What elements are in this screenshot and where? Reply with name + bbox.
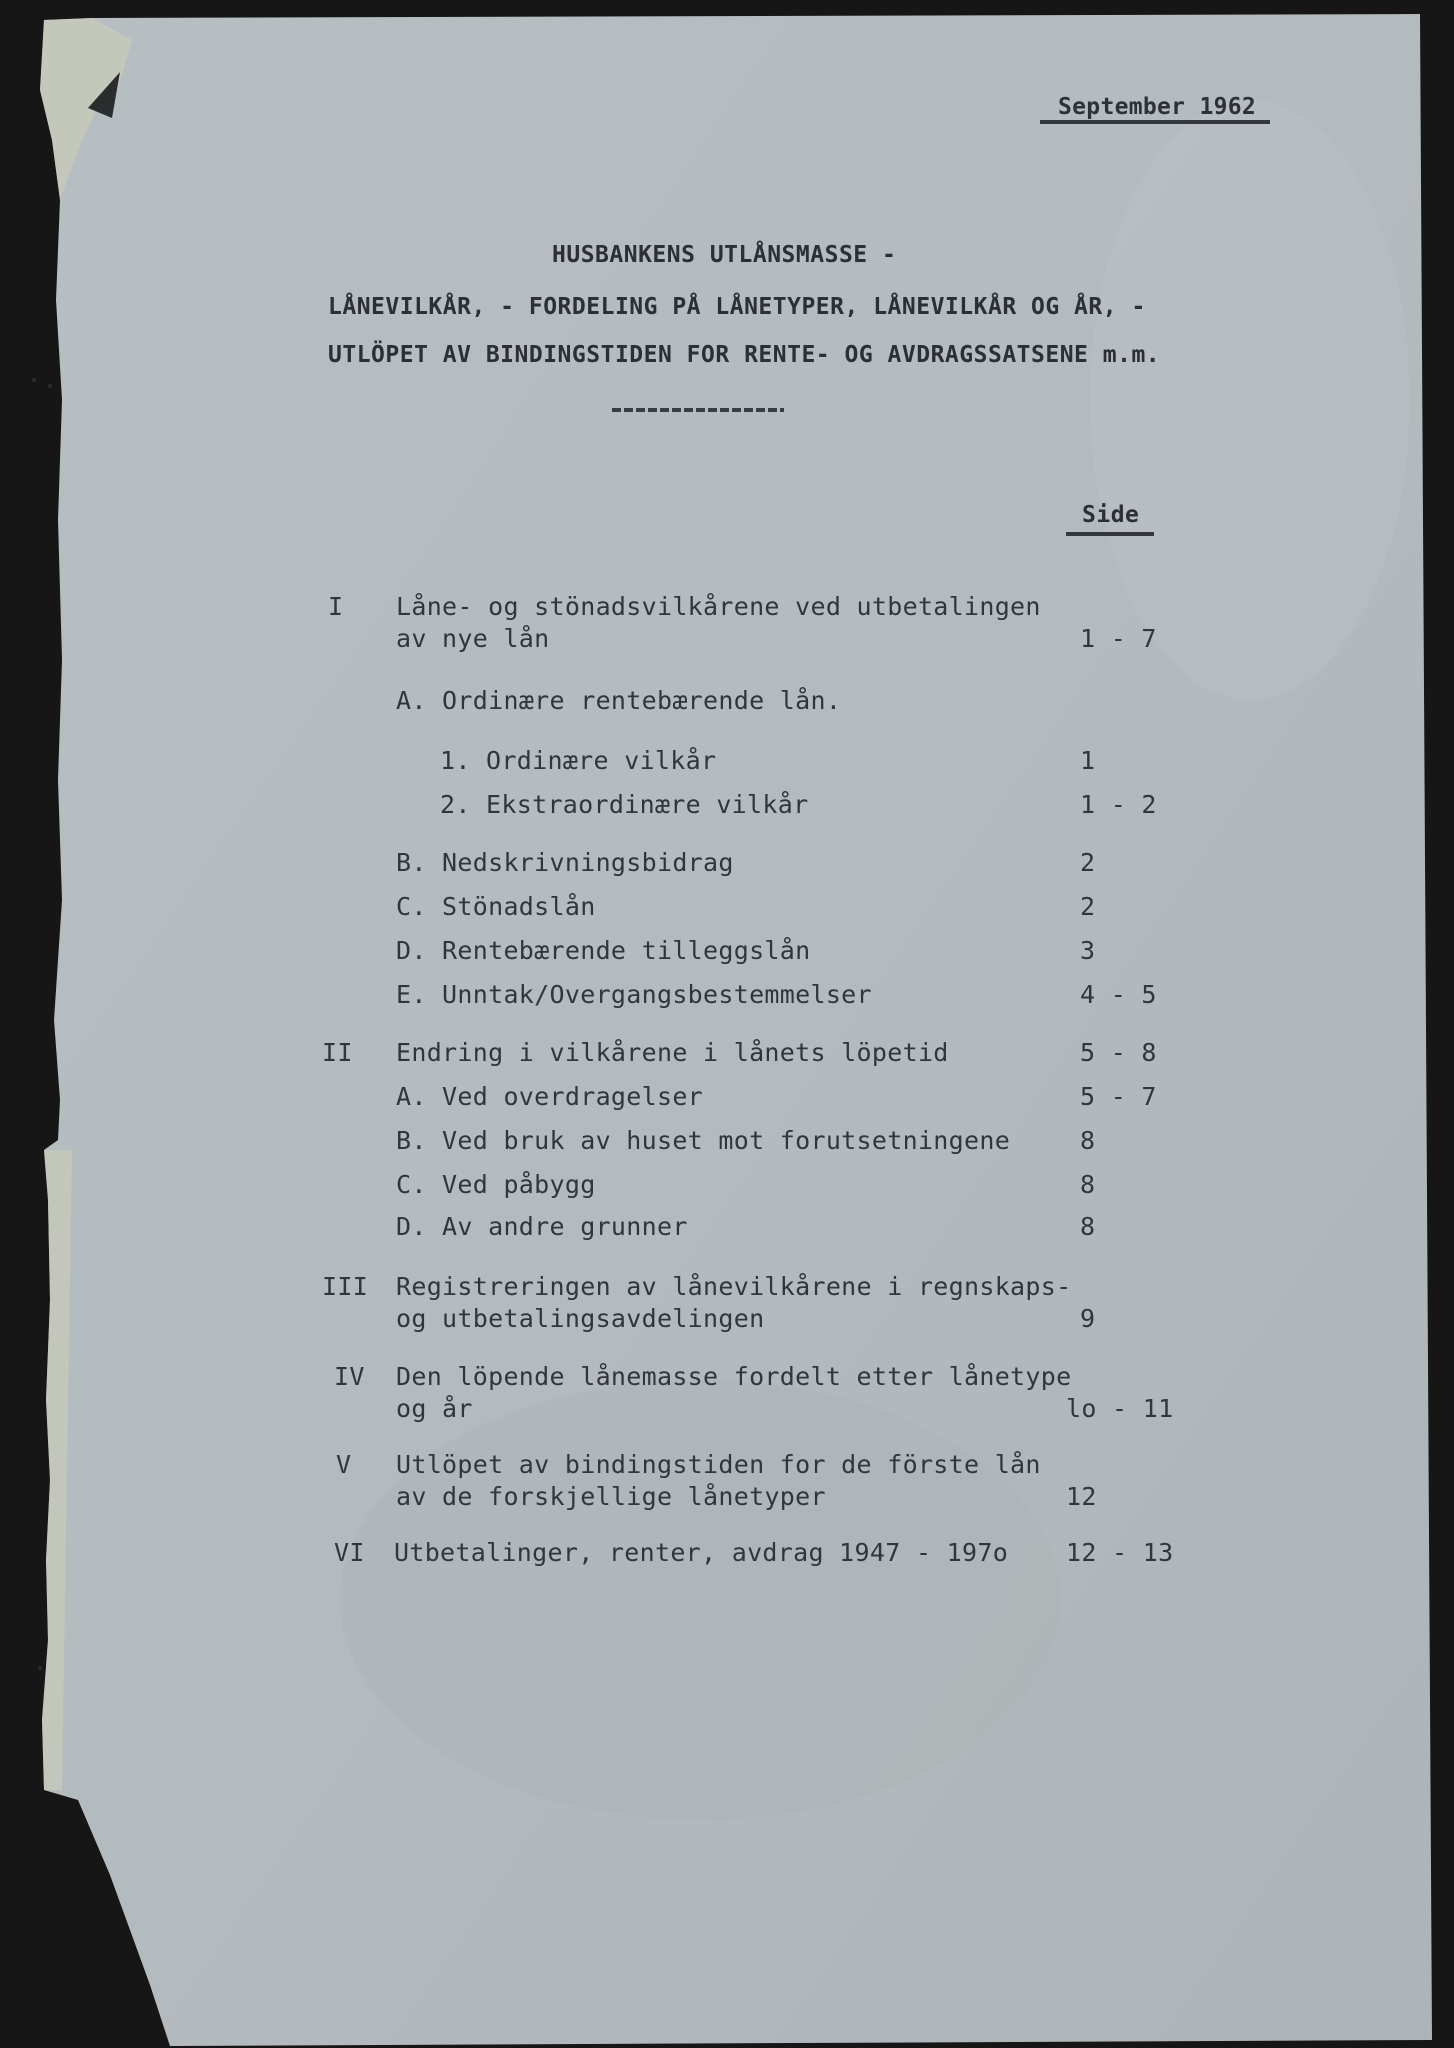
toc-page-range: 2: [1080, 848, 1096, 877]
margin-speck: [38, 1666, 42, 1670]
toc-subentry-label: A. Ved overdragelser: [396, 1082, 704, 1111]
toc-numeral: II: [322, 1038, 353, 1067]
toc-subentry-label: 2. Ekstraordinære vilkår: [440, 790, 809, 819]
margin-speck: [32, 378, 36, 382]
toc-entry-label: av de forskjellige lånetyper: [396, 1482, 826, 1511]
toc-page-range: 8: [1080, 1170, 1096, 1199]
toc-page-range: 2: [1080, 892, 1096, 921]
toc-entry-label: og år: [396, 1394, 473, 1423]
toc-entry-label: Låne- og stönadsvilkårene ved utbetalingen: [396, 592, 1041, 621]
toc-subentry-label: C. Ved påbygg: [396, 1170, 596, 1199]
toc-entry-label: Utlöpet av bindingstiden for de förste lån: [396, 1450, 1041, 1479]
paper-stain: [1090, 100, 1410, 700]
toc-numeral: I: [328, 592, 344, 621]
toc-subentry-label: A. Ordinære rentebærende lån.: [396, 686, 842, 715]
toc-entry-label: Den löpende lånemasse fordelt etter lånetype: [396, 1362, 1072, 1391]
toc-page-range: 1: [1080, 746, 1096, 775]
toc-entry-label: Endring i vilkårene i lånets löpetid: [396, 1038, 949, 1067]
toc-subentry-label: D. Av andre grunner: [396, 1212, 688, 1241]
toc-entry-label: av nye lån: [396, 624, 550, 653]
toc-page-range: 12: [1066, 1482, 1097, 1511]
title-line-3: UTLÖPET AV BINDINGSTIDEN FOR RENTE- OG AVDRAGSSATSENE m.m.: [328, 342, 1161, 368]
document-date: September 1962: [1058, 94, 1257, 120]
toc-entry-label: Utbetalinger, renter, avdrag 1947 - 197o: [394, 1538, 1009, 1567]
toc-subentry-label: 1. Ordinære vilkår: [440, 746, 717, 775]
toc-numeral: VI: [334, 1538, 365, 1567]
toc-numeral: IV: [334, 1362, 365, 1391]
toc-page-range: 12 - 13: [1066, 1538, 1174, 1567]
toc-subentry-label: D. Rentebærende tilleggslån: [396, 936, 811, 965]
toc-page-range: 9: [1080, 1304, 1096, 1333]
toc-page-range: 1 - 7: [1080, 624, 1157, 653]
toc-page-range: 5 - 8: [1080, 1038, 1157, 1067]
toc-numeral: III: [322, 1272, 369, 1301]
toc-subentry-label: C. Stönadslån: [396, 892, 596, 921]
date-underline: [1040, 120, 1270, 124]
toc-page-range: 4 - 5: [1080, 980, 1157, 1009]
title-separator: [612, 408, 784, 412]
toc-page-range: 3: [1080, 936, 1096, 965]
title-line-1: HUSBANKENS UTLÅNSMASSE -: [552, 242, 897, 268]
paper-stain: [340, 1380, 1060, 1820]
toc-numeral: V: [336, 1450, 352, 1479]
side-column-header: Side: [1082, 502, 1140, 528]
toc-entry-label: Registreringen av lånevilkårene i regnskaps-: [396, 1272, 1072, 1301]
toc-subentry-label: E. Unntak/Overgangsbestemmelser: [396, 980, 872, 1009]
toc-subentry-label: B. Ved bruk av huset mot forutsetningene: [396, 1126, 1011, 1155]
toc-page-range: lo - 11: [1066, 1394, 1174, 1423]
title-line-2: LÅNEVILKÅR, - FORDELING PÅ LÅNETYPER, LÅNEVILKÅR OG ÅR, -: [328, 294, 1146, 320]
toc-page-range: 8: [1080, 1212, 1096, 1241]
side-header-underline: [1066, 532, 1154, 536]
toc-page-range: 1 - 2: [1080, 790, 1157, 819]
toc-page-range: 8: [1080, 1126, 1096, 1155]
toc-entry-label: og utbetalingsavdelingen: [396, 1304, 765, 1333]
margin-speck: [48, 384, 52, 388]
toc-subentry-label: B. Nedskrivningsbidrag: [396, 848, 734, 877]
toc-page-range: 5 - 7: [1080, 1082, 1157, 1111]
